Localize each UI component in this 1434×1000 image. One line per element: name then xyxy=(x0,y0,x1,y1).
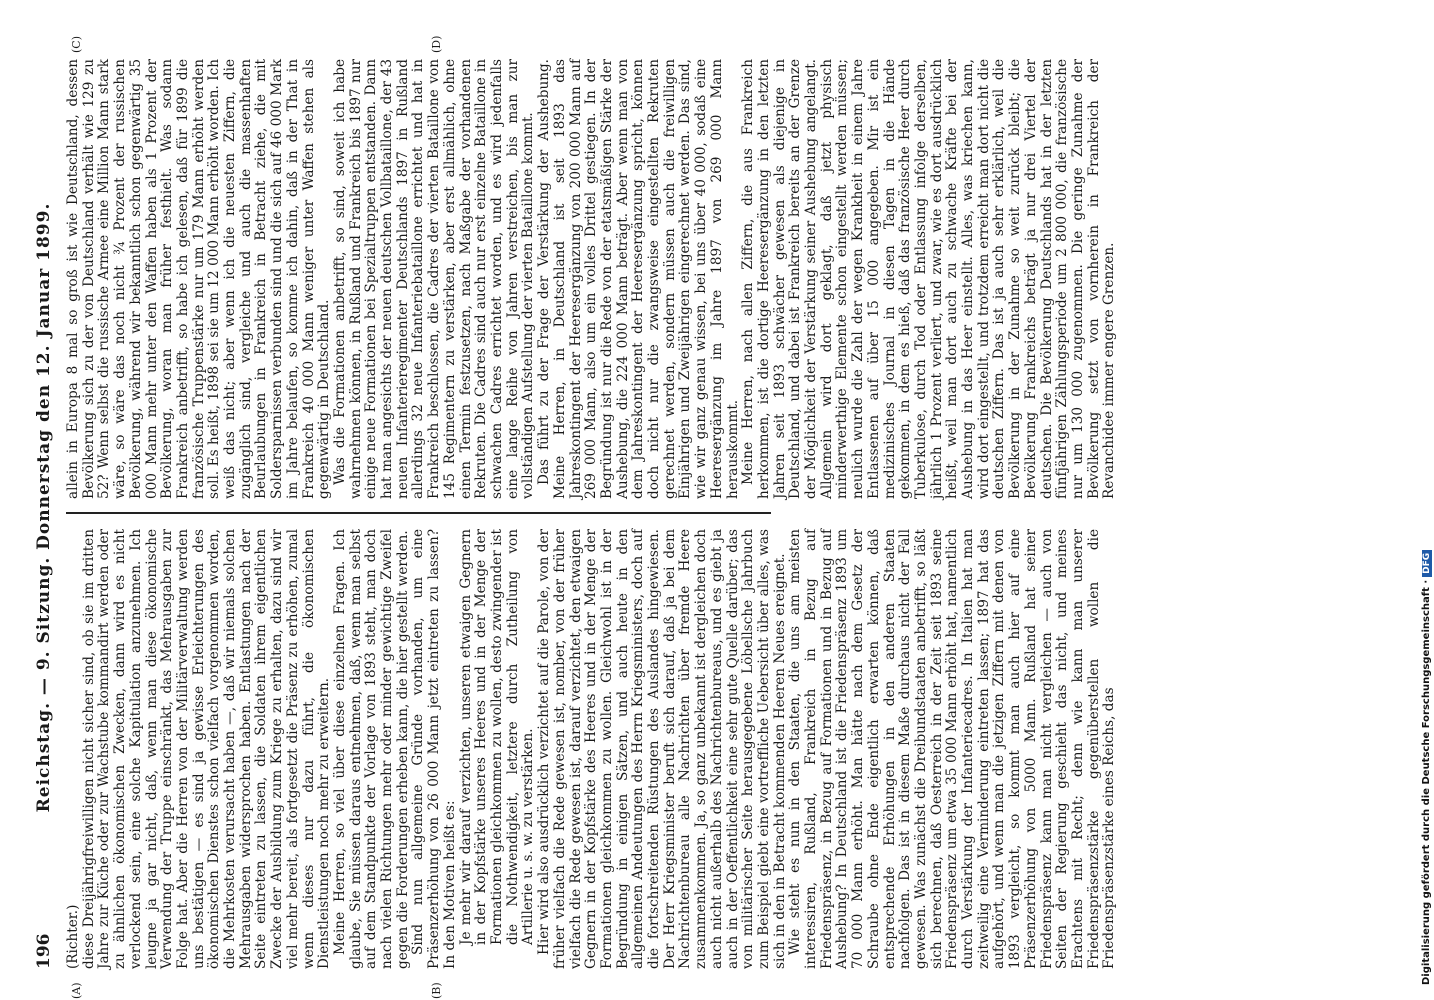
digitization-credit xyxy=(1421,10,1432,985)
margin-mark-c: (C) xyxy=(70,36,83,53)
paragraph: Das führt zu der Frage der Verstärkung der Aushebung. Meine Herren, in Deutschland ist seit 1893 das Jahreskontingent der Heeresergänzung von 200 000 Mann auf 269 000 Mann, also um ein volles Drittel gestiegen. In der Begründung ist nur die Rede von der etatsmäßigen Stärke der Aushebung, die 224 000 Mann beträgt. Aber wenn man von dem Jahreskontingent der Heeresergänzung spricht, können doch nicht nur die zwangsweise eingestellten Rekruten gerechnet werden, sondern müssen auch die freiwilligen Einjährigen und Zweijährigen eingerechnet werden. Das sind, wie wir ganz genau wissen, bei uns über 40 000, sodaß eine Heeresergänzung im Jahre 1897 von 269 000 Mann herauskommt. xyxy=(536,59,741,499)
paragraph: diese Dreijährigfreiwilligen nicht sicher sind, ob sie im dritten Jahre zur Küche oder zur Wachstube kommandirt werden oder zu ähnlichen ökonomischen Zwecken, dann wird es nicht verlockend sein, eine solche Kapitulation anzunehmen. Ich leugne ja gar nicht, daß, wenn man diese ökonomische Verwendung der Truppe einschränkt, das Mehrausgaben zur Folge hat. Aber die Herren von der Militärverwaltung werden uns bestätigen — es sind ja gewisse Erleichterungen des ökonomischen Dienstes schon vielfach vorgenommen worden, die Mehrkosten verursacht haben —, daß wir niemals solchen Mehrausgaben widersprochen haben. Entlastungen nach der Seite eintreten zu lassen, die Soldaten ihrem eigentlichen Zwecke der Ausbildung zum Kriege zu erhalten, dazu sind wir viel mehr bereit, als fortgesetzt die Präsenz zu erhöhen, zumal wenn dieses nur dazu führt, die ökonomischen Dienstleistungen noch mehr zu erweitern. xyxy=(80,529,333,969)
margin-mark-a: (A) xyxy=(70,982,83,999)
paragraph: Hier wird also ausdrücklich verzichtet auf die Parole, von der früher vielfach die Rede gewesen ist, nomber, von der früher vielfach die Rede gewesen ist, darauf verzichtet, den etwaigen Gegnern in der Kopfstärke des Heeres und in der Menge der Formationen gleichkommen zu wollen. Gleichwohl ist in der Begründung in einigen Sätzen, und auch heute in den allgemeinen Andeutungen des Herrn Kriegsministers, doch auf die fortschreitenden Rüstungen des Auslandes hingewiesen. Der Herr Kriegsminister beruft sich darauf, daß ja bei dem Nachrichtenbureau alle Nachrichten über fremde Heere zusammenkommen. Ja, so ganz unbekannt ist dergleichen doch auch nicht außerhalb des Nachrichtenbureaus, und es giebt ja auch in der Oeffentlichkeit eine sehr gute Quelle darüber; das von militärischer Seite herausgegebene Löbellsche Jahrbuch zum Beispiel giebt eine vortreffliche Uebersicht über alles, was sich in den in Betracht kommenden Heeren Neues ereignet. xyxy=(536,529,788,969)
page-number: 196 xyxy=(34,933,54,969)
right-text-column xyxy=(65,59,1118,499)
page-title: Reichstag. — 9. Sitzung. Donnerstag den 12. Januar 1899. xyxy=(34,202,54,813)
column-divider xyxy=(66,512,771,514)
margin-mark-b: (B) xyxy=(430,982,443,999)
quoted-paragraph: Je mehr wir darauf verzichten, unseren etwaigen Gegnern in der Kopfstärke unseres Heeres und in der Menge der Formationen gleichkommen zu wollen, desto zwingender ist die Nothwendigkeit, letztere durch Zutheilung von Artillerie u. s. w. zu verstärken. xyxy=(457,529,537,945)
paragraph: Meine Herren, so viel über diese einzelnen Fragen. Ich glaube, Sie müssen daraus entnehmen, daß, wenn man selbst auf dem Standpunkte der Vorlage von 1893 steht, man doch nach vielen Richtungen mehr oder minder gewichtige Zweifel gegen die Forderungen erheben kann, die hier gestellt werden. xyxy=(331,529,411,969)
paragraph: Meine Herren, nach allen Ziffern, die aus Frankreich herkommen, ist die dortige Heeresergänzung in den letzten Jahren seit 1893 schwächer gewesen als diejenige in Deutschland, und dabei ist Frankreich bereits an der Grenze der Möglichkeit der Verstärkung seiner Aushebung angelangt. Allgemein wird dort geklagt, daß jetzt physisch minderwerthige Elemente schon eingestellt werden müssen; neulich wurde die Zahl der wegen Krankheit in einem Jahre Entlassenen auf über 15 000 angegeben. Mir ist ein medizinisches Journal in diesen Tagen in die Hände gekommen, in dem es hieß, daß das französische Heer durch Tuberkulose, durch Tod oder Entlassung infolge derselben, jährlich 1 Prozent verliert, und zwar, wie es dort ausdrücklich heißt, weil man dort auch zu schwache Kräfte bei der Aushebung in das Heer einstellt. Alles, was kriechen kann, wird dort eingestellt, und trotzdem erreicht man dort nicht die deutschen Ziffern. Das ist ja auch sehr erklärlich, weil die Bevölkerung in der Zunahme so weit zurück bleibt; die Bevölkerung Frankreichs beträgt ja nur drei Viertel der deutschen. Die Bevölkerung Deutschlands hat in der letzten fünfjährigen Zählungsperiode um 2 800 000, die französische nur um 130 000 zugenommen. Die geringe Zunahme der Bevölkerung setzt von vornherein in Frankreich der Revanchidee immer engere Grenzen. xyxy=(740,59,1118,499)
paragraph: Wie steht es nun in den Staaten, die uns am meisten interessiren, Rußland, Frankreich in Bezug auf Friedenspräsenz, in Bezug auf Formationen und in Bezug auf Aushebung? In Deutschland ist die Friedenspräsenz 1893 um 70 000 Mann erhöht. Man hätte nach dem Gesetz der Schraube ohne Ende eigentlich erwarten können, daß entsprechende Erhöhungen in den anderen Staaten nachfolgen. Das ist in diesem Maße durchaus nicht der Fall gewesen. Was zunächst die Dreibundstaaten anbetrifft, so läßt sich berechnen, daß Oesterreich in der Zeit seit 1893 seine Friedenspräsenz um etwa 35 000 Mann erhöht hat, namentlich durch Verstärkung der Infanteriecadres. In Italien hat man zeitweilig eine Verminderung eintreten lassen; 1897 hat das aufgehört, und wenn man die jetzigen Ziffern mit denen von 1893 vergleicht, so kommt man auch hier auf eine Präsenzerhöhung von 5000 Mann. Rußland hat seiner Friedenspräsenz kann man nicht vergleichen — auch von Seiten der Regierung geschieht das nicht, und meines Erachtens mit Recht; denn wie kann man unserer Friedenspräsenzstärke gegenüberstellen wollen die Friedenspräsenzstärke eines Reichs, das xyxy=(787,529,1118,969)
rotated-newspaper-page xyxy=(30,35,1118,999)
dfg-logo: DFG xyxy=(1422,550,1432,577)
page-header xyxy=(30,40,58,975)
credit-text: Digitalisierung gefördert durch die Deutsche Forschungsgemeinschaft · xyxy=(1421,579,1432,985)
left-text-column xyxy=(65,529,1118,969)
speaker-tag: (Richter.) xyxy=(65,904,81,969)
paragraph: Sind nun allgemeine Gründe vorhanden, um eine Präsenzerhöhung von 26 000 Mann jetzt eintreten zu lassen? In den Motiven heißt es: xyxy=(410,529,458,969)
paragraph: allein in Europa 8 mal so groß ist wie Deutschland, dessen Bevölkerung sich zu der von Deutschland verhält wie 129 zu 52? Wenn selbst die russische Armee eine Million Mann stark wäre, so wäre das noch nicht ¾ Prozent der russischen Bevölkerung, während wir bekanntlich schon gegenwärtig 35 000 Mann mehr unter den Waffen haben als 1 Prozent der Bevölkerung, woran man früher festhielt. Was sodann Frankreich anbetrifft, so habe ich gelesen, daß für 1899 die französische Truppenstärke nur um 179 Mann erhöht werden soll. Es heißt, 1898 sei sie um 12 000 Mann erhöht worden. Ich weiß das nicht; aber wenn ich die neuesten Ziffern, die zugänglich sind, vergleiche und auch die massenhaften Beurlaubungen in Frankreich in Betracht ziehe, die mit Soldersparnissen verbunden sind und die sich auf 46 000 Mark im Jahre belaufen, so komme ich dahin, daß in der That in Frankreich 40 000 Mann weniger unter Waffen stehen als gegenwärtig in Deutschland. xyxy=(65,59,333,499)
paragraph: Was die Formationen anbetrifft, so sind, soweit ich habe wahrnehmen können, in Rußland und Frankreich bis 1897 nur einige neue Formationen bei Spezialtruppen entstanden. Dann hat man angesichts der neuen deutschen Vollbataillone, der 43 neuen Infanterieregimenter Deutschlands 1897 in Rußland allerdings 32 neue Infanteriebataillone errichtet und hat in Frankreich beschlossen, die Cadres der vierten Bataillone von 145 Regimentern zu verstärken, aber erst allmählich, ohne einen Termin festzusetzen, nach Maßgabe der vorhandenen Rekruten. Die Cadres sind auch nur erst einzelne Bataillone in schwachen Cadres errichtet worden, und es wird jedenfalls eine lange Reihe von Jahren verstreichen, bis man zur vollständigen Aufstellung der vierten Bataillone kommt. xyxy=(331,59,537,499)
margin-mark-d: (D) xyxy=(430,35,443,53)
